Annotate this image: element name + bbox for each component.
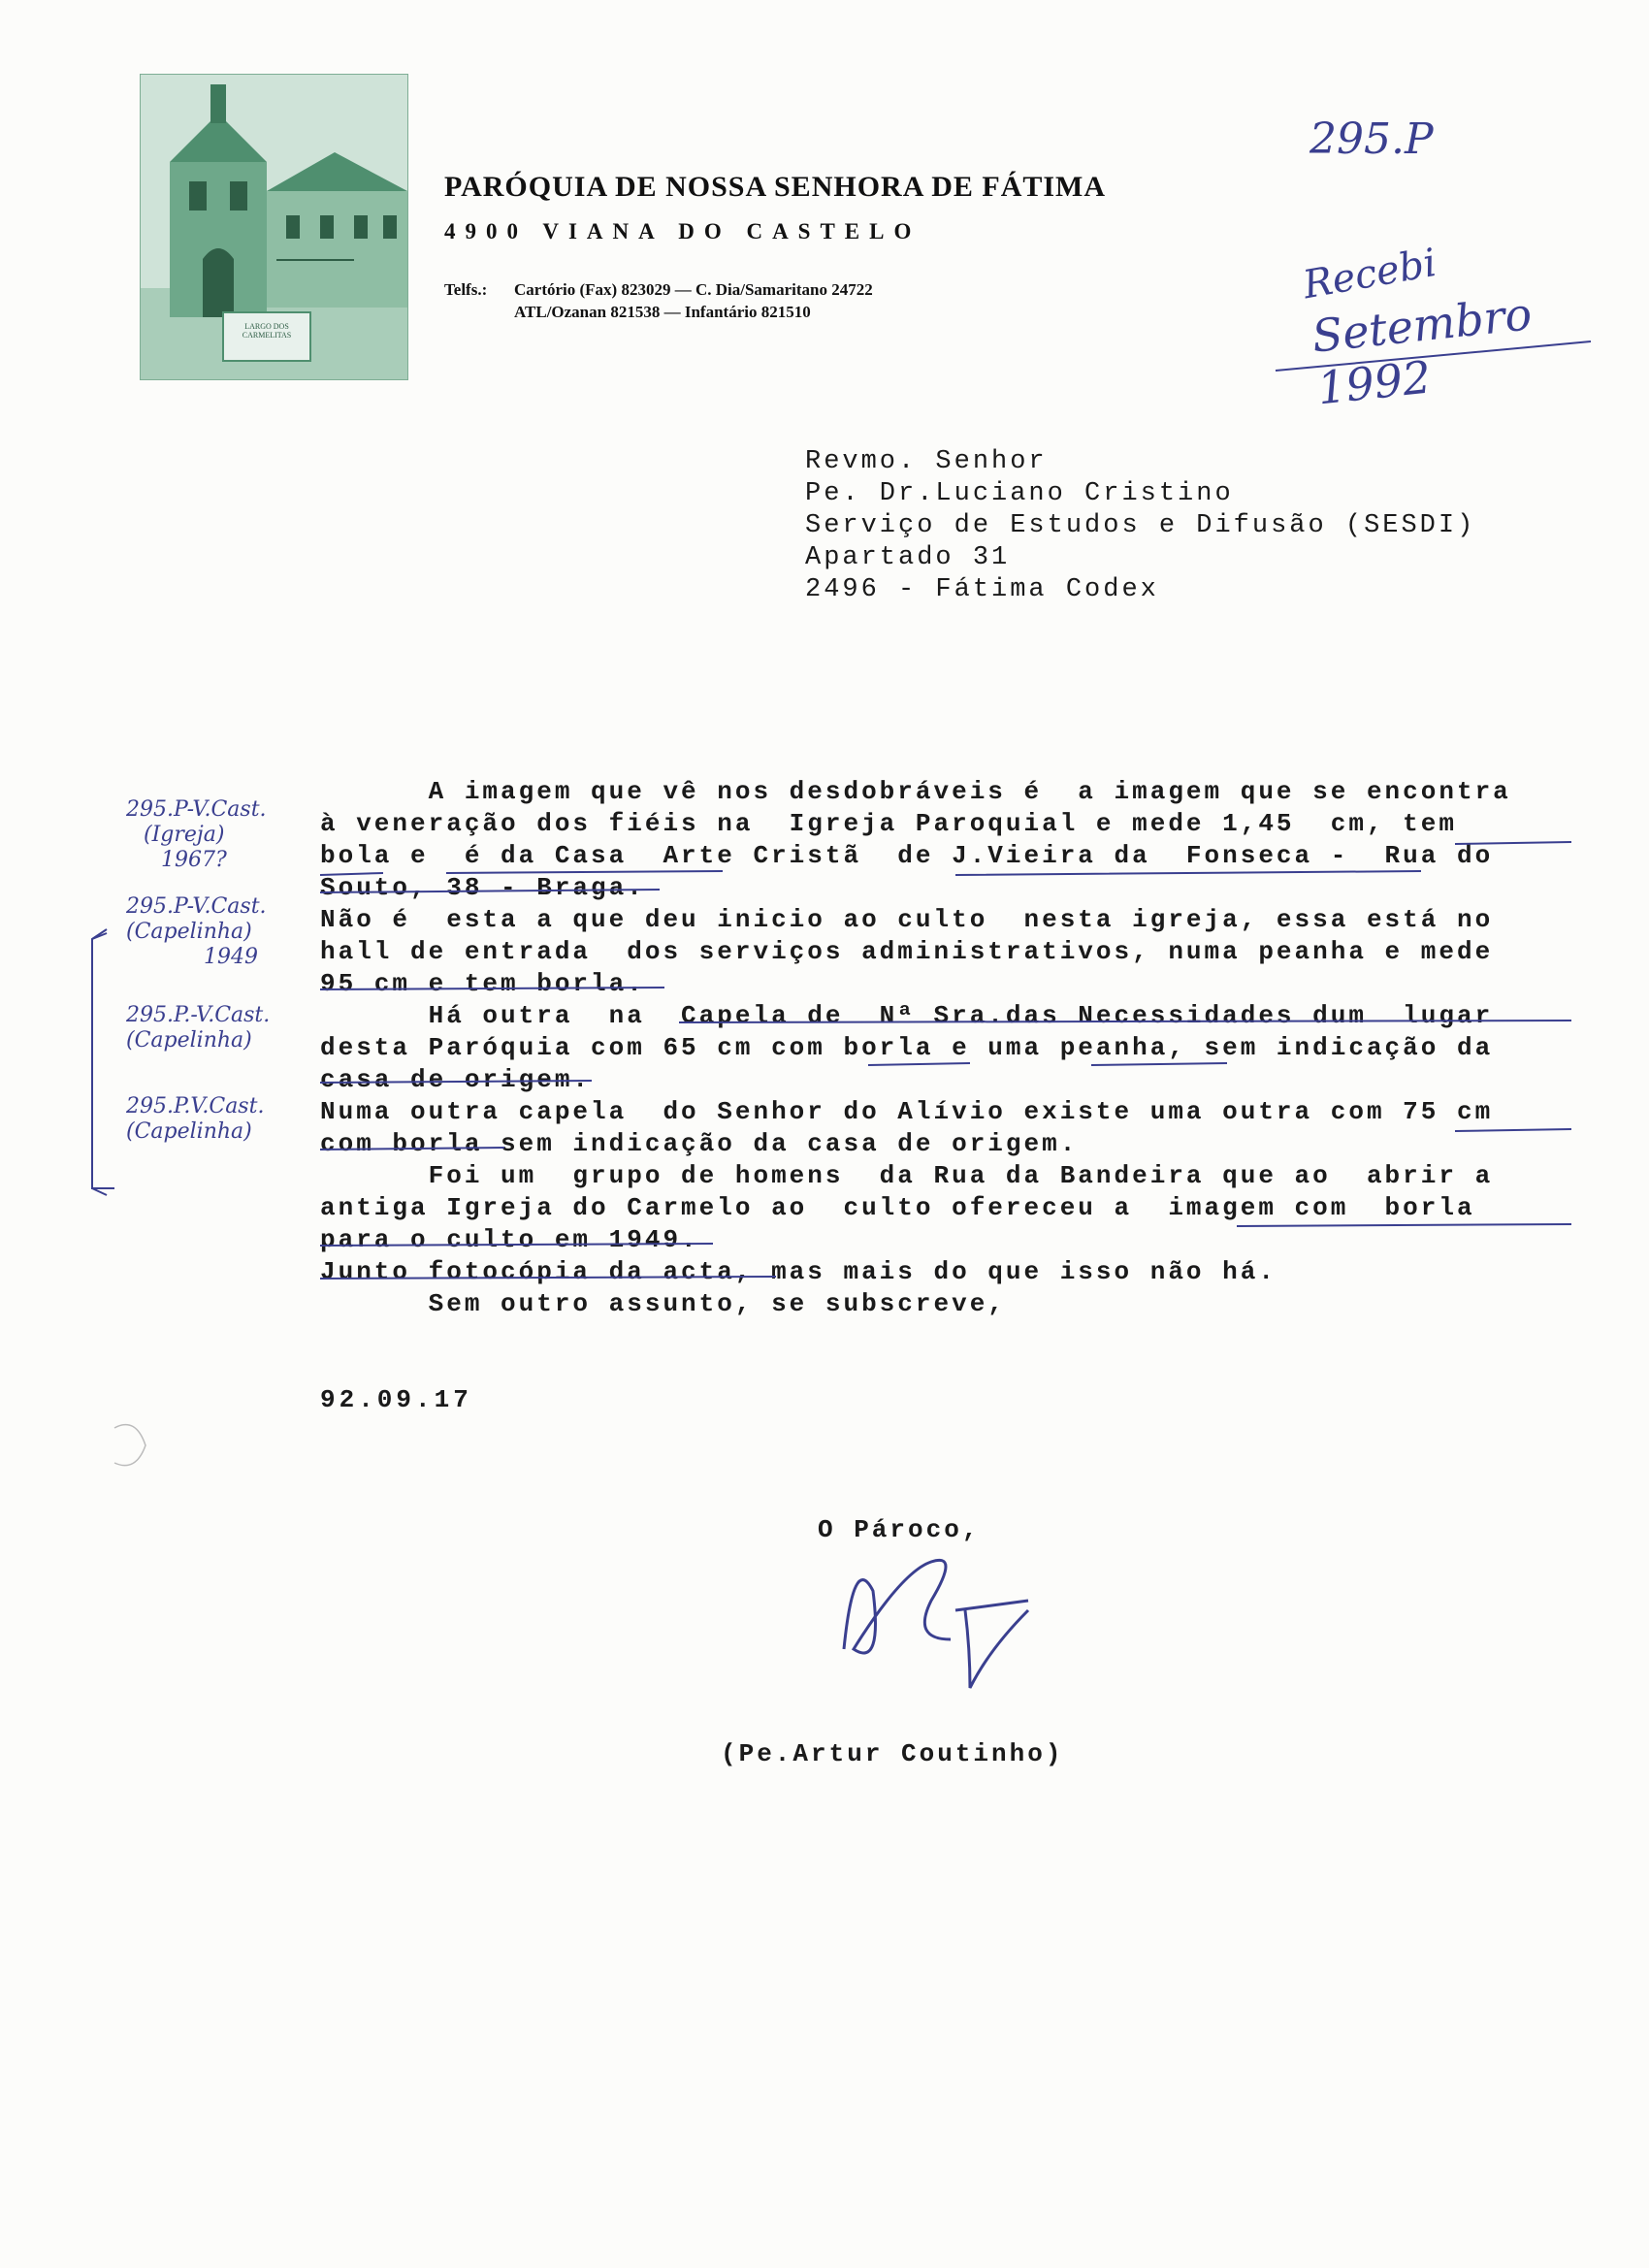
punch-hole-mark [114, 1425, 146, 1466]
margin-note-extra: 1949 [204, 945, 258, 969]
body-line: casa de origem. [320, 1065, 592, 1094]
phones-label: Telfs.: [444, 280, 488, 299]
underline-capela [679, 1021, 1571, 1022]
body-line: para o culto em 1949. [320, 1225, 699, 1254]
margin-note-extra: 1967? [161, 848, 227, 872]
recipient-line: Apartado 31 [805, 543, 1011, 572]
body-line: Sem outro assunto, se subscreve, [320, 1289, 1006, 1318]
underline-tem [1455, 842, 1571, 844]
body-line: Não é esta a que deu inicio ao culto nesta igreja, essa está no [320, 905, 1494, 934]
parish-city: 4900 VIANA DO CASTELO [444, 219, 922, 243]
underline-peanha [868, 1063, 1227, 1065]
margin-bracket [92, 933, 114, 1188]
handwritten-received-date: Setembro 1992 [1310, 287, 1535, 415]
margin-note-ref: 295.P.-V.Cast. [126, 1003, 271, 1027]
handwritten-received: Recebi [1300, 240, 1440, 308]
body-line: Junto fotocópia da acta, mas mais do que isso não há. [320, 1257, 1277, 1286]
recipient-line: 2496 - Fátima Codex [805, 575, 1159, 604]
phones-line-1: Cartório (Fax) 823029 — C. Dia/Samaritano 24722 [514, 280, 873, 299]
underline-fotocopia [320, 1277, 776, 1279]
parish-name: PARÓQUIA DE NOSSA SENHORA DE FÁTIMA [444, 171, 1107, 203]
signature-stroke-1 [844, 1560, 951, 1653]
body-line: Foi um grupo de homens da Rua da Bandeira que ao abrir a [320, 1161, 1494, 1190]
underline-culto-1949 [320, 1244, 713, 1246]
margin-note-text: (Capelinha) [126, 920, 252, 944]
recipient-line: Revmo. Senhor [805, 447, 1048, 476]
underline-borla [320, 988, 664, 989]
margin-note-text: (Capelinha) [126, 1119, 252, 1144]
recipient-line: Serviço de Estudos e Difusão (SESDI) [805, 511, 1476, 540]
margin-note-ref: 295.P-V.Cast. [126, 797, 267, 822]
phones-line-2: ATL/Ozanan 821538 — Infantário 821510 [514, 303, 811, 321]
signer-name: (Pe.Artur Coutinho) [721, 1739, 1064, 1768]
closing-title: O Pároco, [818, 1515, 981, 1544]
margin-note-text: (Igreja) [144, 823, 225, 847]
underline-com-borla [320, 1148, 504, 1150]
letter-date: 92.09.17 [320, 1385, 472, 1414]
body-line: Souto, 38 - Braga. [320, 873, 645, 902]
signature-stroke-2 [965, 1610, 1028, 1688]
body-line: hall de entrada dos serviços administrativos, numa peanha e mede [320, 937, 1494, 966]
margin-note-text: (Capelinha) [126, 1028, 252, 1053]
body-line: desta Paróquia com 65 cm com borla e uma peanha, sem indicação da [320, 1033, 1494, 1062]
handwritten-reference: 295.P [1310, 114, 1434, 164]
underline-imagem-borla [1237, 1224, 1571, 1226]
margin-bracket-arrows [92, 929, 107, 1195]
body-line: Há outra na Capela de Nª Sra.das Necessidades dum lugar [320, 1001, 1494, 1030]
underline-75cm [1455, 1129, 1571, 1131]
body-line: com borla sem indicação da casa de origem. [320, 1129, 1079, 1158]
underline-souto [320, 890, 660, 892]
margin-note-ref: 295.P-V.Cast. [126, 894, 267, 919]
body-line: A imagem que vê nos desdobráveis é a imagem que se encontra [320, 777, 1511, 806]
signature-stroke-3 [955, 1601, 1028, 1610]
margin-note-ref: 295.P.V.Cast. [126, 1094, 265, 1118]
received-underline [1276, 341, 1591, 371]
underline-casa-origem [320, 1081, 592, 1083]
underline-casa-arte-crista [320, 871, 1421, 875]
recipient-line: Pe. Dr.Luciano Cristino [805, 479, 1234, 508]
logo-caption: LARGO DOS CARMELITAS [242, 322, 292, 340]
body-line: 95 cm e tem borla. [320, 969, 645, 998]
body-line: à veneração dos fiéis na Igreja Paroquial e mede 1,45 cm, tem [320, 809, 1457, 838]
body-line: antiga Igreja do Carmelo ao culto ofereceu a imagem com borla [320, 1193, 1475, 1222]
body-line: bola e é da Casa Arte Cristã de J.Vieira da Fonseca - Rua do [320, 841, 1494, 870]
body-line: Numa outra capela do Senhor do Alívio existe uma outra com 75 cm [320, 1097, 1494, 1126]
